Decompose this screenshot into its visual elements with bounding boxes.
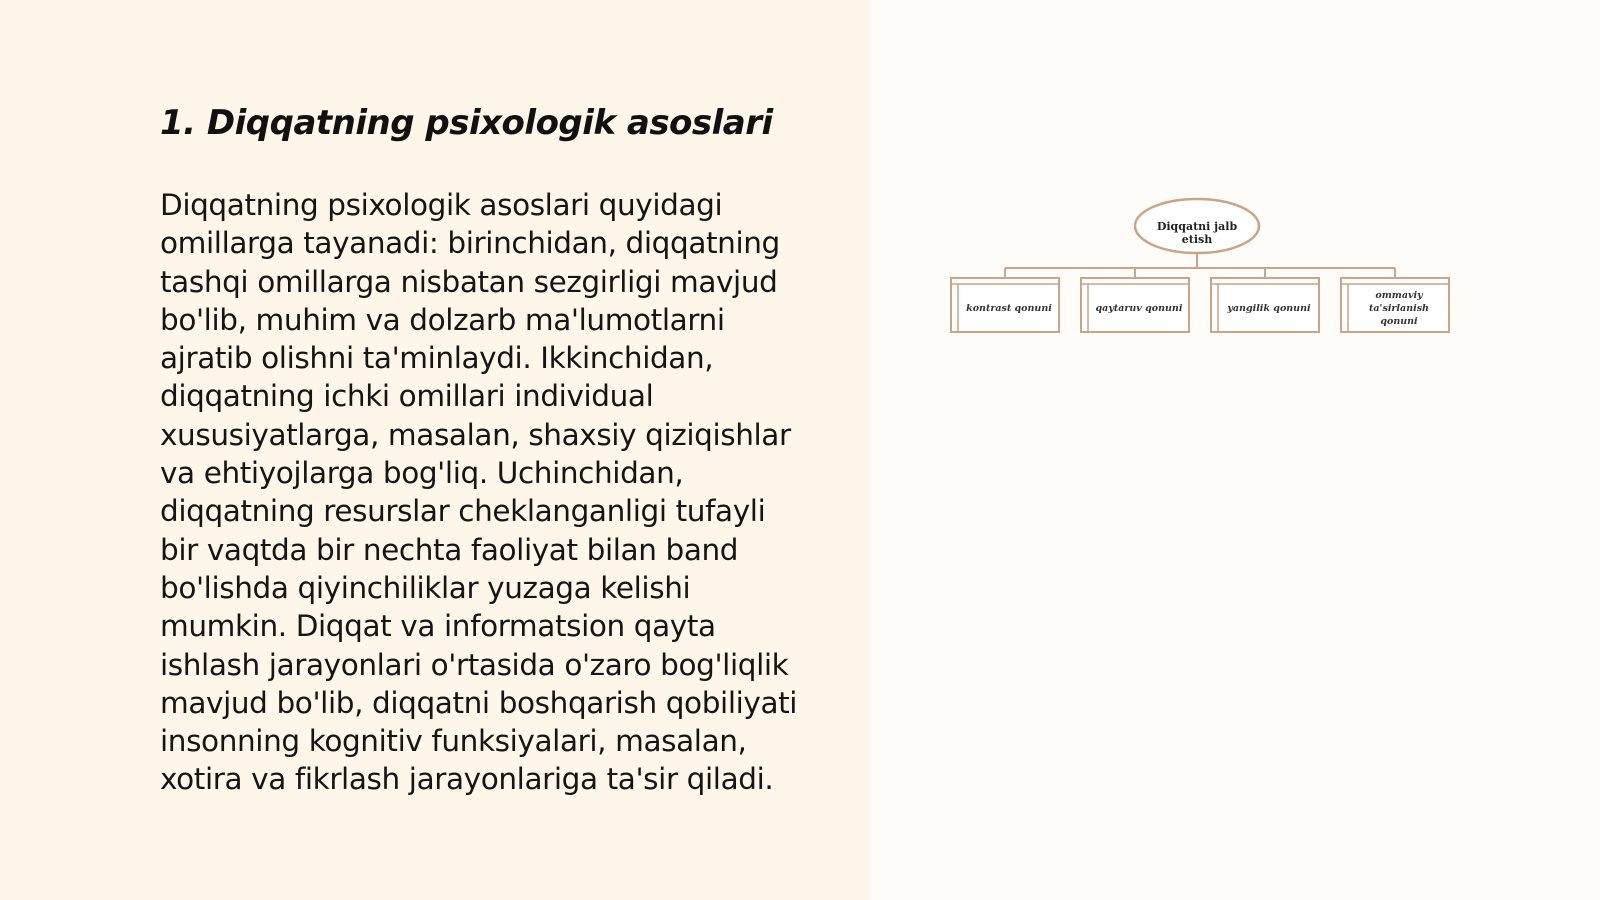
root-label-line2: etish [1181, 233, 1213, 246]
law-box-label: kontrast qonuni [966, 303, 1052, 314]
body-line: tashqi omillarga nisbatan sezgirligi mavjud [160, 264, 778, 299]
law-box-label: ommaviy [1375, 290, 1423, 301]
body-line: ishlash jarayonlari o'rtasida o'zaro bog'liqlik [160, 647, 789, 682]
law-box [1211, 278, 1319, 332]
body-line: Diqqatning psixologik asoslari quyidagi [160, 188, 723, 222]
diagram-connectors [1005, 251, 1395, 278]
diagram-panel [870, 0, 1600, 900]
body-line: va ehtiyojlarga bog'liq. Uchinchidan, [160, 456, 684, 491]
attention-diagram [945, 195, 1455, 345]
diagram-svg [945, 195, 1455, 345]
slide-title: 1. Diqqatning psixologik asoslari [160, 103, 773, 143]
body-line: ajratib olishni ta'minlaydi. Ikkinchidan, [160, 341, 714, 376]
law-box [951, 278, 1059, 332]
body-line: bo'lishda qiyinchiliklar yuzaga kelishi [160, 570, 691, 605]
body-line: mavjud bo'lib, diqqatni boshqarish qobiliyati [160, 685, 798, 720]
law-box-label: qaytaruv qonuni [1095, 303, 1183, 314]
body-line: bo'lib, muhim va dolzarb ma'lumotlarni [160, 302, 725, 337]
body-line: diqqatning ichki omillari individual [160, 379, 654, 414]
body-line: diqqatning resurslar cheklanganligi tufayli [160, 494, 766, 529]
body-line: mumkin. Diqqat va informatsion qayta [160, 609, 716, 644]
body-line: xotira va fikrlash jarayonlariga ta'sir qiladi. [160, 762, 774, 797]
law-box [1341, 278, 1449, 332]
law-box-label: qonuni [1380, 316, 1418, 327]
root-label-line1: Diqqatni jalb [1156, 220, 1238, 233]
slide-body-text [160, 186, 840, 799]
body-line: insonning kognitiv funksiyalari, masalan, [160, 724, 747, 759]
root-bubble [1135, 199, 1259, 253]
law-box-label: ta'sirlanish [1369, 303, 1429, 314]
body-line: omillarga tayanadi: birinchidan, diqqatning [160, 226, 780, 261]
law-box [1081, 278, 1189, 332]
body-line: xususiyatlarga, masalan, shaxsiy qiziqishlar [160, 417, 791, 452]
body-line: bir vaqtda bir nechta faoliyat bilan band [160, 532, 739, 567]
law-box-label: yangilik qonuni [1227, 303, 1311, 314]
